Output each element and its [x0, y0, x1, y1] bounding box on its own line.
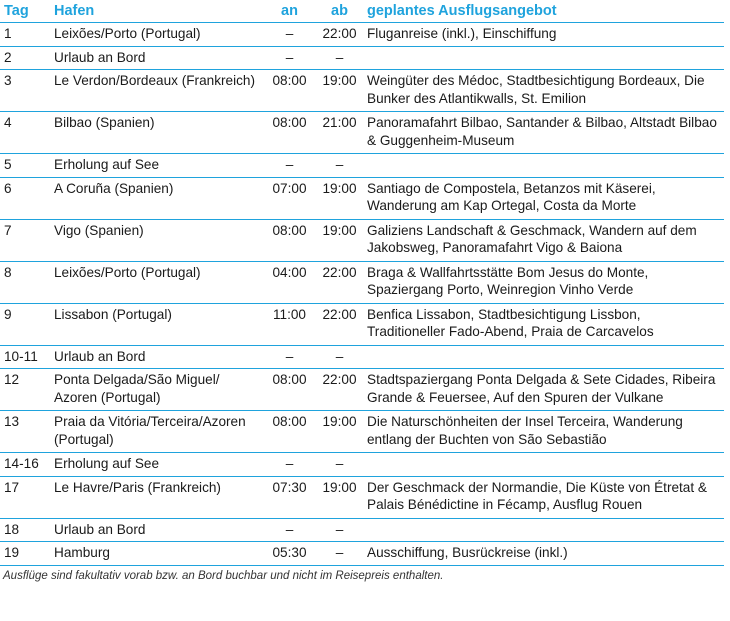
cell-hafen: Le Havre/Paris (Frankreich): [50, 476, 263, 518]
cell-ab: –: [316, 453, 363, 477]
header-an: an: [281, 3, 298, 19]
table-row: [0, 542, 724, 566]
cell-hafen: A Coruña (Spanien): [50, 177, 263, 219]
cell-angebot: Die Naturschönheiten der Insel Terceira, Wanderung entlang der Buchten von São Sebastião: [363, 411, 724, 453]
cell-an: 08:00: [263, 70, 316, 112]
table-row: [0, 154, 724, 178]
cell-an: –: [263, 154, 316, 178]
header-angebot: geplantes Ausflugsangebot: [367, 3, 557, 19]
table-body: [0, 23, 724, 566]
cell-ab: –: [316, 345, 363, 369]
cell-an: 08:00: [263, 369, 316, 411]
cell-ab: 19:00: [316, 177, 363, 219]
cell-an: 05:30: [263, 542, 316, 566]
cell-tag: 2: [0, 46, 50, 70]
cell-tag: 1: [0, 23, 50, 47]
cell-an: 08:00: [263, 411, 316, 453]
cell-angebot: Stadtspaziergang Ponta Delgada & Sete Cidades, Ribeira Grande & Feuersee, Auf den Spuren der Vulkane: [363, 369, 724, 411]
cell-hafen: Urlaub an Bord: [50, 46, 263, 70]
cell-ab: –: [316, 518, 363, 542]
cell-angebot: Braga & Wallfahrtsstätte Bom Jesus do Monte, Spaziergang Porto, Weinregion Vinho Verde: [363, 261, 724, 303]
cell-tag: 7: [0, 219, 50, 261]
cell-tag: 17: [0, 476, 50, 518]
table-header: [0, 0, 724, 23]
cell-angebot: [363, 46, 724, 70]
cell-angebot: Panoramafahrt Bilbao, Santander & Bilbao, Altstadt Bilbao & Guggenheim-Museum: [363, 112, 724, 154]
cell-angebot: Der Geschmack der Normandie, Die Küste von Étretat & Palais Bénédictine in Fécamp, Ausflug Rouen: [363, 476, 724, 518]
table-row: [0, 23, 724, 47]
cell-hafen: Leixões/Porto (Portugal): [50, 261, 263, 303]
cell-tag: 19: [0, 542, 50, 566]
cell-angebot: [363, 453, 724, 477]
footnote: Ausflüge sind fakultativ vorab bzw. an Bord buchbar und nicht im Reisepreis enthalten.: [3, 569, 444, 582]
cell-hafen: Erholung auf See: [50, 154, 263, 178]
table-row: [0, 345, 724, 369]
cell-ab: 19:00: [316, 219, 363, 261]
cell-an: –: [263, 46, 316, 70]
cell-hafen: Praia da Vitória/Terceira/Azoren (Portugal): [50, 411, 263, 453]
cell-ab: 19:00: [316, 411, 363, 453]
cell-tag: 4: [0, 112, 50, 154]
cell-an: 07:00: [263, 177, 316, 219]
cell-ab: –: [316, 46, 363, 70]
table-row: [0, 46, 724, 70]
cell-hafen: Hamburg: [50, 542, 263, 566]
cell-ab: –: [316, 154, 363, 178]
cell-an: 08:00: [263, 112, 316, 154]
cell-an: 07:30: [263, 476, 316, 518]
cell-tag: 8: [0, 261, 50, 303]
cell-an: –: [263, 453, 316, 477]
cell-angebot: [363, 518, 724, 542]
table-row: [0, 476, 724, 518]
table-row: [0, 177, 724, 219]
cell-ab: 21:00: [316, 112, 363, 154]
table-row: [0, 219, 724, 261]
cell-tag: 18: [0, 518, 50, 542]
cell-ab: –: [316, 542, 363, 566]
header-hafen: Hafen: [54, 3, 95, 19]
cell-tag: 14-16: [0, 453, 50, 477]
table-row: [0, 303, 724, 345]
cell-tag: 5: [0, 154, 50, 178]
cell-an: –: [263, 23, 316, 47]
cell-tag: 10-11: [0, 345, 50, 369]
cell-ab: 22:00: [316, 261, 363, 303]
cell-tag: 12: [0, 369, 50, 411]
table-row: [0, 112, 724, 154]
cell-hafen: Urlaub an Bord: [50, 518, 263, 542]
cell-angebot: Benfica Lissabon, Stadtbesichtigung Lissbon, Traditioneller Fado-Abend, Praia de Carcavelos: [363, 303, 724, 345]
cell-hafen: Lissabon (Portugal): [50, 303, 263, 345]
cell-ab: 22:00: [316, 369, 363, 411]
cell-an: 11:00: [263, 303, 316, 345]
cell-hafen: Le Verdon/Bordeaux (Frankreich): [50, 70, 263, 112]
cell-angebot: Ausschiffung, Busrückreise (inkl.): [363, 542, 724, 566]
table-row: [0, 70, 724, 112]
cell-hafen: Vigo (Spanien): [50, 219, 263, 261]
cell-angebot: [363, 345, 724, 369]
header-tag: Tag: [4, 3, 29, 19]
cell-ab: 22:00: [316, 23, 363, 47]
cell-tag: 3: [0, 70, 50, 112]
cell-tag: 13: [0, 411, 50, 453]
table-row: [0, 518, 724, 542]
table-row: [0, 369, 724, 411]
table-row: [0, 261, 724, 303]
header-row: [0, 0, 724, 23]
cell-tag: 9: [0, 303, 50, 345]
cell-hafen: Bilbao (Spanien): [50, 112, 263, 154]
cell-an: 04:00: [263, 261, 316, 303]
cell-ab: 22:00: [316, 303, 363, 345]
cell-angebot: Galiziens Landschaft & Geschmack, Wandern auf dem Jakobsweg, Panoramafahrt Vigo & Baiona: [363, 219, 724, 261]
table-row: [0, 453, 724, 477]
header-ab: ab: [331, 3, 348, 19]
cell-an: –: [263, 345, 316, 369]
cell-hafen: Urlaub an Bord: [50, 345, 263, 369]
cell-ab: 19:00: [316, 476, 363, 518]
cell-hafen: Leixões/Porto (Portugal): [50, 23, 263, 47]
cell-an: 08:00: [263, 219, 316, 261]
cell-angebot: Fluganreise (inkl.), Einschiffung: [363, 23, 724, 47]
cell-angebot: [363, 154, 724, 178]
table-row: [0, 411, 724, 453]
cell-angebot: Santiago de Compostela, Betanzos mit Käserei, Wanderung am Kap Ortegal, Costa da Morte: [363, 177, 724, 219]
cell-an: –: [263, 518, 316, 542]
cell-angebot: Weingüter des Médoc, Stadtbesichtigung Bordeaux, Die Bunker des Atlantikwalls, St. Emilion: [363, 70, 724, 112]
cell-hafen: Ponta Delgada/São Miguel/ Azoren (Portugal): [50, 369, 263, 411]
cell-tag: 6: [0, 177, 50, 219]
cell-hafen: Erholung auf See: [50, 453, 263, 477]
cell-ab: 19:00: [316, 70, 363, 112]
